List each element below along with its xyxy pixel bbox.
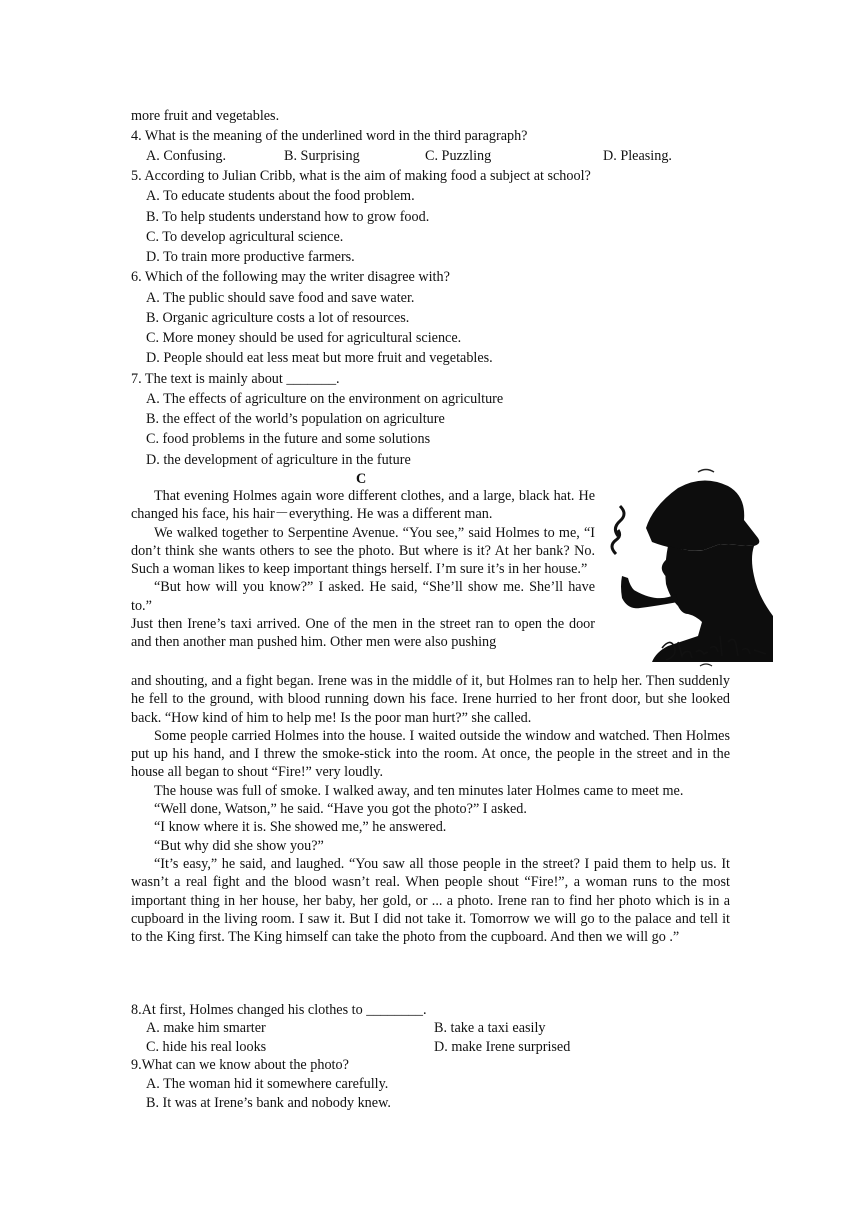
paragraph: That evening Holmes again wore different clothes, and a large, black hat. He changed his face, his hair－everything. He was a different man.	[131, 488, 595, 523]
q4-option-a: A. Confusing.	[146, 148, 227, 164]
q8-option-a: A. make him smarter	[146, 1020, 266, 1036]
question-8: 8.At first, Holmes changed his clothes to ________.	[131, 1002, 427, 1018]
question-4: 4. What is the meaning of the underlined word in the third paragraph?	[131, 128, 528, 144]
paragraph: We walked together to Serpentine Avenue. “You see,” said Holmes to me, “I don’t think she wants others to see the photo. But where is it? At her bank? No. Such a woman likes to keep important things herself. I’m sure it’s in her house.”	[131, 524, 595, 578]
q6-option-b: B. Organic agriculture costs a lot of resources.	[146, 310, 410, 326]
paragraph: “It’s easy,” he said, and laughed. “You saw all those people in the street? I paid them to help us. It wasn’t a real fight and the blood wasn’t real. When people shout “Fire!”, a woman runs to the most important thing in her house, her baby, her gold, or ... a photo. Irene ran to find her photo which is in a cupboard in the living room. I saw it. But I did not take it. Tomorrow we will go to the palace and tell it to the King first. The King himself can take the photo from the cupboard. And then we will go .”	[131, 855, 730, 946]
passage-b-ending: more fruit and vegetables.	[131, 108, 280, 124]
paragraph: “But how will you know?” I asked. He said, “She’ll show me. She’ll have to.”	[131, 579, 595, 614]
sherlock-holmes-silhouette	[608, 466, 773, 671]
question-5: 5. According to Julian Cribb, what is the aim of making food a subject at school?	[131, 168, 591, 184]
q8-option-b: B. take a taxi easily	[434, 1020, 546, 1036]
paragraph: and shouting, and a fight began. Irene was in the middle of it, but Holmes ran to help her. Then suddenly he fell to the ground, with blood running down his face. Irene hurried to her front door, but she looked back. “How kind of him to help me! Is the poor man hurt?” she called.	[131, 673, 730, 726]
passage-c-intro	[131, 487, 595, 652]
q7-option-a: A. The effects of agriculture on the environment on agriculture	[146, 391, 504, 407]
q4-option-d: D. Pleasing.	[603, 148, 672, 164]
q8-option-c: C. hide his real looks	[146, 1039, 267, 1055]
paragraph: “But why did she show you?”	[154, 837, 324, 854]
q6-option-d: D. People should eat less meat but more fruit and vegetables.	[146, 350, 493, 366]
paragraph: “Well done, Watson,” he said. “Have you got the photo?” I asked.	[154, 801, 527, 818]
q5-option-c: C. To develop agricultural science.	[146, 229, 344, 245]
paragraph: Some people carried Holmes into the house. I waited outside the window and watched. Then Holmes put up his hand, and I threw the smoke-stick into the room. At once, the people in the street and in the house all began to shout “Fire!” very loudly.	[131, 727, 730, 781]
q7-option-c: C. food problems in the future and some solutions	[146, 431, 431, 447]
q5-option-b: B. To help students understand how to grow food.	[146, 209, 430, 225]
passage-c-body	[131, 672, 730, 946]
q8-option-d: D. make Irene surprised	[434, 1039, 571, 1055]
paragraph: The house was full of smoke. I walked away, and ten minutes later Holmes came to meet me.	[154, 782, 684, 799]
q9-option-a: A. The woman hid it somewhere carefully.	[146, 1076, 389, 1092]
q6-option-a: A. The public should save food and save water.	[146, 290, 415, 306]
question-9: 9.What can we know about the photo?	[131, 1057, 349, 1073]
paragraph: Just then Irene’s taxi arrived. One of the men in the street ran to open the door and then another man pushed him. Other men were also pushing	[131, 616, 595, 651]
q4-option-b: B. Surprising	[284, 148, 360, 164]
q6-option-c: C. More money should be used for agricultural science.	[146, 330, 462, 346]
q4-option-c: C. Puzzling	[425, 148, 492, 164]
section-heading: C	[356, 471, 367, 487]
question-6: 6. Which of the following may the writer disagree with?	[131, 269, 450, 285]
paragraph: “I know where it is. She showed me,” he answered.	[154, 819, 447, 836]
q5-option-d: D. To train more productive farmers.	[146, 249, 355, 265]
question-7: 7. The text is mainly about _______.	[131, 371, 340, 387]
q7-option-b: B. the effect of the world’s population on agriculture	[146, 411, 445, 427]
q7-option-d: D. the development of agriculture in the future	[146, 452, 411, 468]
q5-option-a: A. To educate students about the food problem.	[146, 188, 415, 204]
q9-option-b: B. It was at Irene’s bank and nobody knew.	[146, 1095, 391, 1111]
